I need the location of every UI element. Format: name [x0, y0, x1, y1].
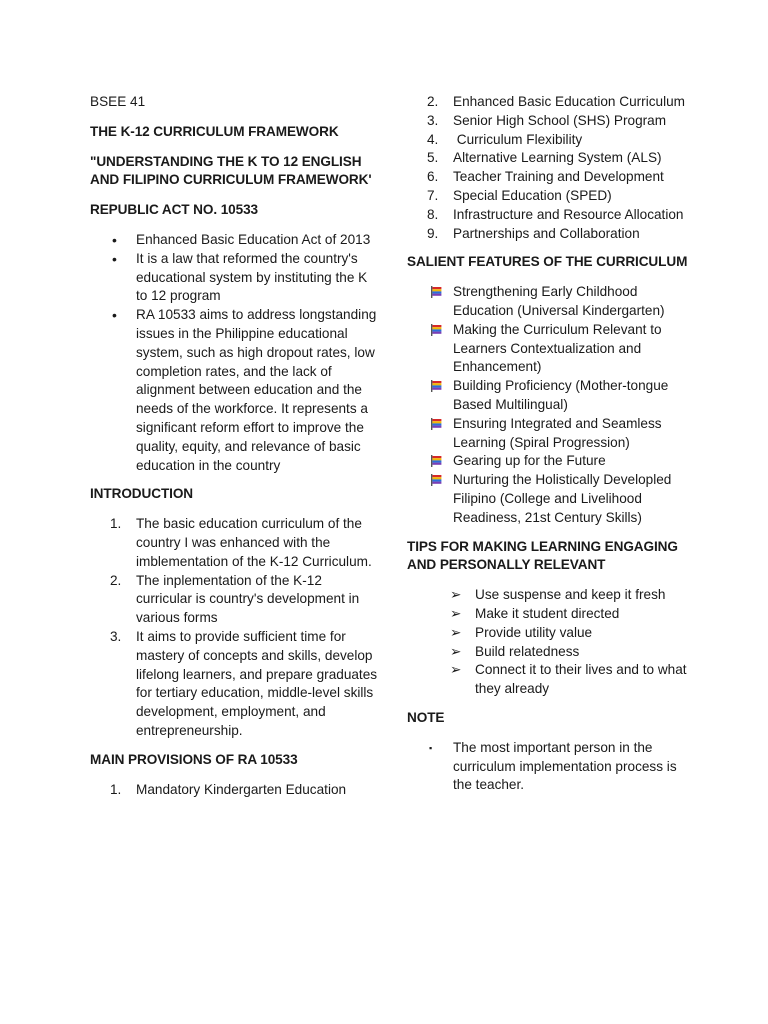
document-title: THE K-12 CURRICULUM FRAMEWORK	[90, 123, 339, 139]
intro-numbered-list	[90, 515, 380, 741]
ra-bullet-list	[90, 231, 380, 475]
right-column	[407, 93, 697, 805]
flag-bullet-icon	[430, 455, 442, 467]
list-item: Building Proficiency (Mother-tongue Based Multilingual)	[407, 377, 697, 415]
bullet-icon: •	[112, 250, 117, 267]
list-item: 8. Infrastructure and Resource Allocation	[427, 206, 684, 222]
list-item: ➢ Provide utility value	[407, 624, 697, 643]
list-item: 3. It aims to provide sufficient time for mastery of concepts and skills, develop lifelong learners, and prepare graduates for tertiary education, middle-level skills development, employment, and entrepreneurship.	[110, 628, 378, 738]
provisions-list-start	[90, 781, 380, 800]
list-item: ➢ Build relatedness	[407, 643, 697, 662]
list-item: 6. Teacher Training and Development	[427, 169, 664, 185]
list-item: 9. Partnerships and Collaboration	[427, 225, 640, 241]
flag-bullet-icon	[430, 324, 442, 336]
list-item: • RA 10533 aims to address longstanding issues in the Philippine educational system, such as high dropout rates, low completion rates, and the lack of alignment between education and the needs of the workforce. It represents a significant reform effort to improve the quality, equity, and relevance of basic education in the country	[112, 307, 377, 473]
list-item: Nurturing the Holistically Developled Filipino (College and Livelihood Readiness, 21st Century Skills)	[407, 471, 697, 527]
arrow-bullet-icon: ➢	[450, 624, 462, 640]
ra-heading: REPUBLIC ACT NO. 10533	[90, 202, 259, 218]
list-item: 3. Senior High School (SHS) Program	[427, 112, 667, 128]
features-heading: SALIENT FEATURES OF THE CURRICULUM	[407, 254, 688, 270]
provisions-list-continued	[407, 93, 697, 243]
provisions-heading: MAIN PROVISIONS OF RA 10533	[90, 751, 298, 767]
arrow-bullet-icon: ➢	[450, 643, 462, 659]
flag-bullet-icon	[430, 286, 442, 298]
list-item: 5. Alternative Learning System (ALS)	[427, 150, 662, 166]
list-item: Strengthening Early Childhood Education (Universal Kindergarten)	[407, 283, 697, 321]
flag-bullet-icon	[430, 418, 442, 430]
list-item: ➢ Make it student directed	[407, 605, 697, 624]
list-item: Making the Curriculum Relevant to Learners Contextualization and Enhancement)	[407, 321, 697, 377]
list-item: ➢ Connect it to their lives and to what they already	[450, 662, 687, 697]
square-bullet-icon: ▪	[429, 742, 433, 753]
list-item: 1. The basic education curriculum of the country I was enhanced with the imblementation of the K-12 Curriculum.	[110, 516, 372, 569]
list-item: 2. The inplementation of the K-12 curricular is country's development in various forms	[110, 572, 360, 626]
tips-heading: TIPS FOR MAKING LEARNING ENGAGING AND PERSONALLY RELEVANT	[407, 538, 678, 573]
tips-list	[407, 586, 697, 699]
list-item: 2. Enhanced Basic Education Curriculum	[427, 94, 685, 109]
note-heading: NOTE	[407, 709, 445, 725]
list-item: 7. Special Education (SPED)	[427, 187, 612, 203]
list-item: 4. Curriculum Flexibility	[427, 131, 583, 147]
flag-bullet-icon	[430, 474, 442, 486]
document-subtitle: "UNDERSTANDING THE K TO 12 ENGLISH AND FILIPINO CURRICULUM FRAMEWORK'	[90, 153, 372, 188]
list-item: • It is a law that reformed the country's educational system by instituting the K to 12 program	[112, 250, 368, 304]
arrow-bullet-icon: ➢	[450, 605, 462, 621]
flag-bullet-icon	[430, 380, 442, 392]
introduction-heading: INTRODUCTION	[90, 486, 194, 502]
bullet-icon: •	[112, 231, 117, 248]
features-list	[407, 283, 697, 527]
course-code: BSEE 41	[90, 94, 146, 109]
list-item: • Enhanced Basic Education Act of 2013	[112, 231, 371, 248]
list-item: ▪ The most important person in the curriculum implementation process is the teacher.	[429, 739, 677, 793]
note-list	[407, 739, 697, 795]
list-item: Ensuring Integrated and Seamless Learning (Spiral Progression)	[407, 415, 697, 453]
left-column	[90, 93, 380, 809]
list-item: 1. Mandatory Kindergarten Education	[110, 781, 347, 797]
arrow-bullet-icon: ➢	[450, 587, 462, 603]
arrow-bullet-icon: ➢	[450, 662, 462, 678]
bullet-icon: •	[112, 307, 117, 324]
list-item: ➢ Use suspense and keep it fresh	[407, 586, 697, 605]
list-item: Gearing up for the Future	[407, 452, 697, 471]
